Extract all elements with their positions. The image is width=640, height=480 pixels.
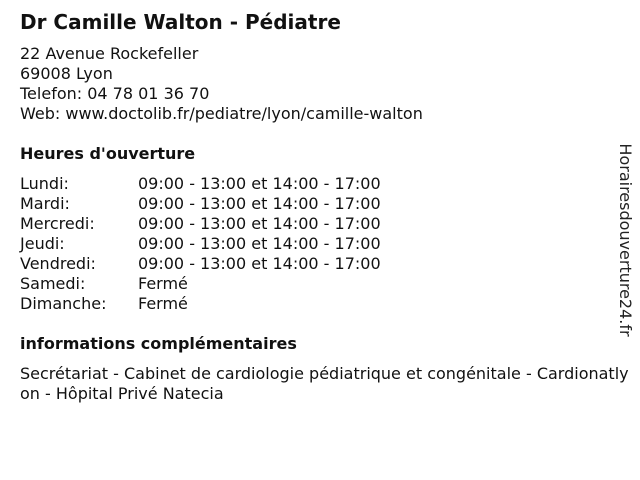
info-text: Secrétariat - Cabinet de cardiologie pédiatrique et congénitale - Cardionatlyon - Hôpital Privé Natecia (20, 364, 629, 403)
hours-row-wednesday (20, 214, 381, 234)
address-block (20, 44, 423, 124)
hours-row-sunday (20, 294, 381, 314)
hours-day: Samedi: (20, 274, 86, 293)
hours-time: 09:00 - 13:00 et 14:00 - 17:00 (138, 214, 381, 233)
info-heading: informations complémentaires (20, 334, 297, 353)
hours-row-thursday (20, 234, 381, 254)
hours-row-monday (20, 174, 381, 194)
hours-day: Lundi: (20, 174, 69, 193)
hours-day: Mercredi: (20, 214, 95, 233)
phone-number: Telefon: 04 78 01 36 70 (20, 84, 210, 103)
hours-time: 09:00 - 13:00 et 14:00 - 17:00 (138, 174, 381, 193)
hours-heading: Heures d'ouverture (20, 144, 196, 163)
hours-time: 09:00 - 13:00 et 14:00 - 17:00 (138, 194, 381, 213)
hours-day: Dimanche: (20, 294, 107, 313)
hours-time: Fermé (138, 294, 188, 313)
watermark-text: Horairesdouverture24.fr (616, 143, 635, 337)
address-street: 22 Avenue Rockefeller (20, 44, 199, 63)
page-title: Dr Camille Walton - Pédiatre (20, 10, 341, 34)
hours-row-tuesday (20, 194, 381, 214)
hours-row-friday (20, 254, 381, 274)
hours-time: 09:00 - 13:00 et 14:00 - 17:00 (138, 254, 381, 273)
hours-time: Fermé (138, 274, 188, 293)
hours-day: Mardi: (20, 194, 70, 213)
hours-row-saturday (20, 274, 381, 294)
hours-time: 09:00 - 13:00 et 14:00 - 17:00 (138, 234, 381, 253)
hours-table (20, 174, 381, 314)
hours-day: Jeudi: (20, 234, 65, 253)
hours-day: Vendredi: (20, 254, 96, 273)
address-city: 69008 Lyon (20, 64, 113, 83)
website-link: Web: www.doctolib.fr/pediatre/lyon/camille-walton (20, 104, 423, 123)
